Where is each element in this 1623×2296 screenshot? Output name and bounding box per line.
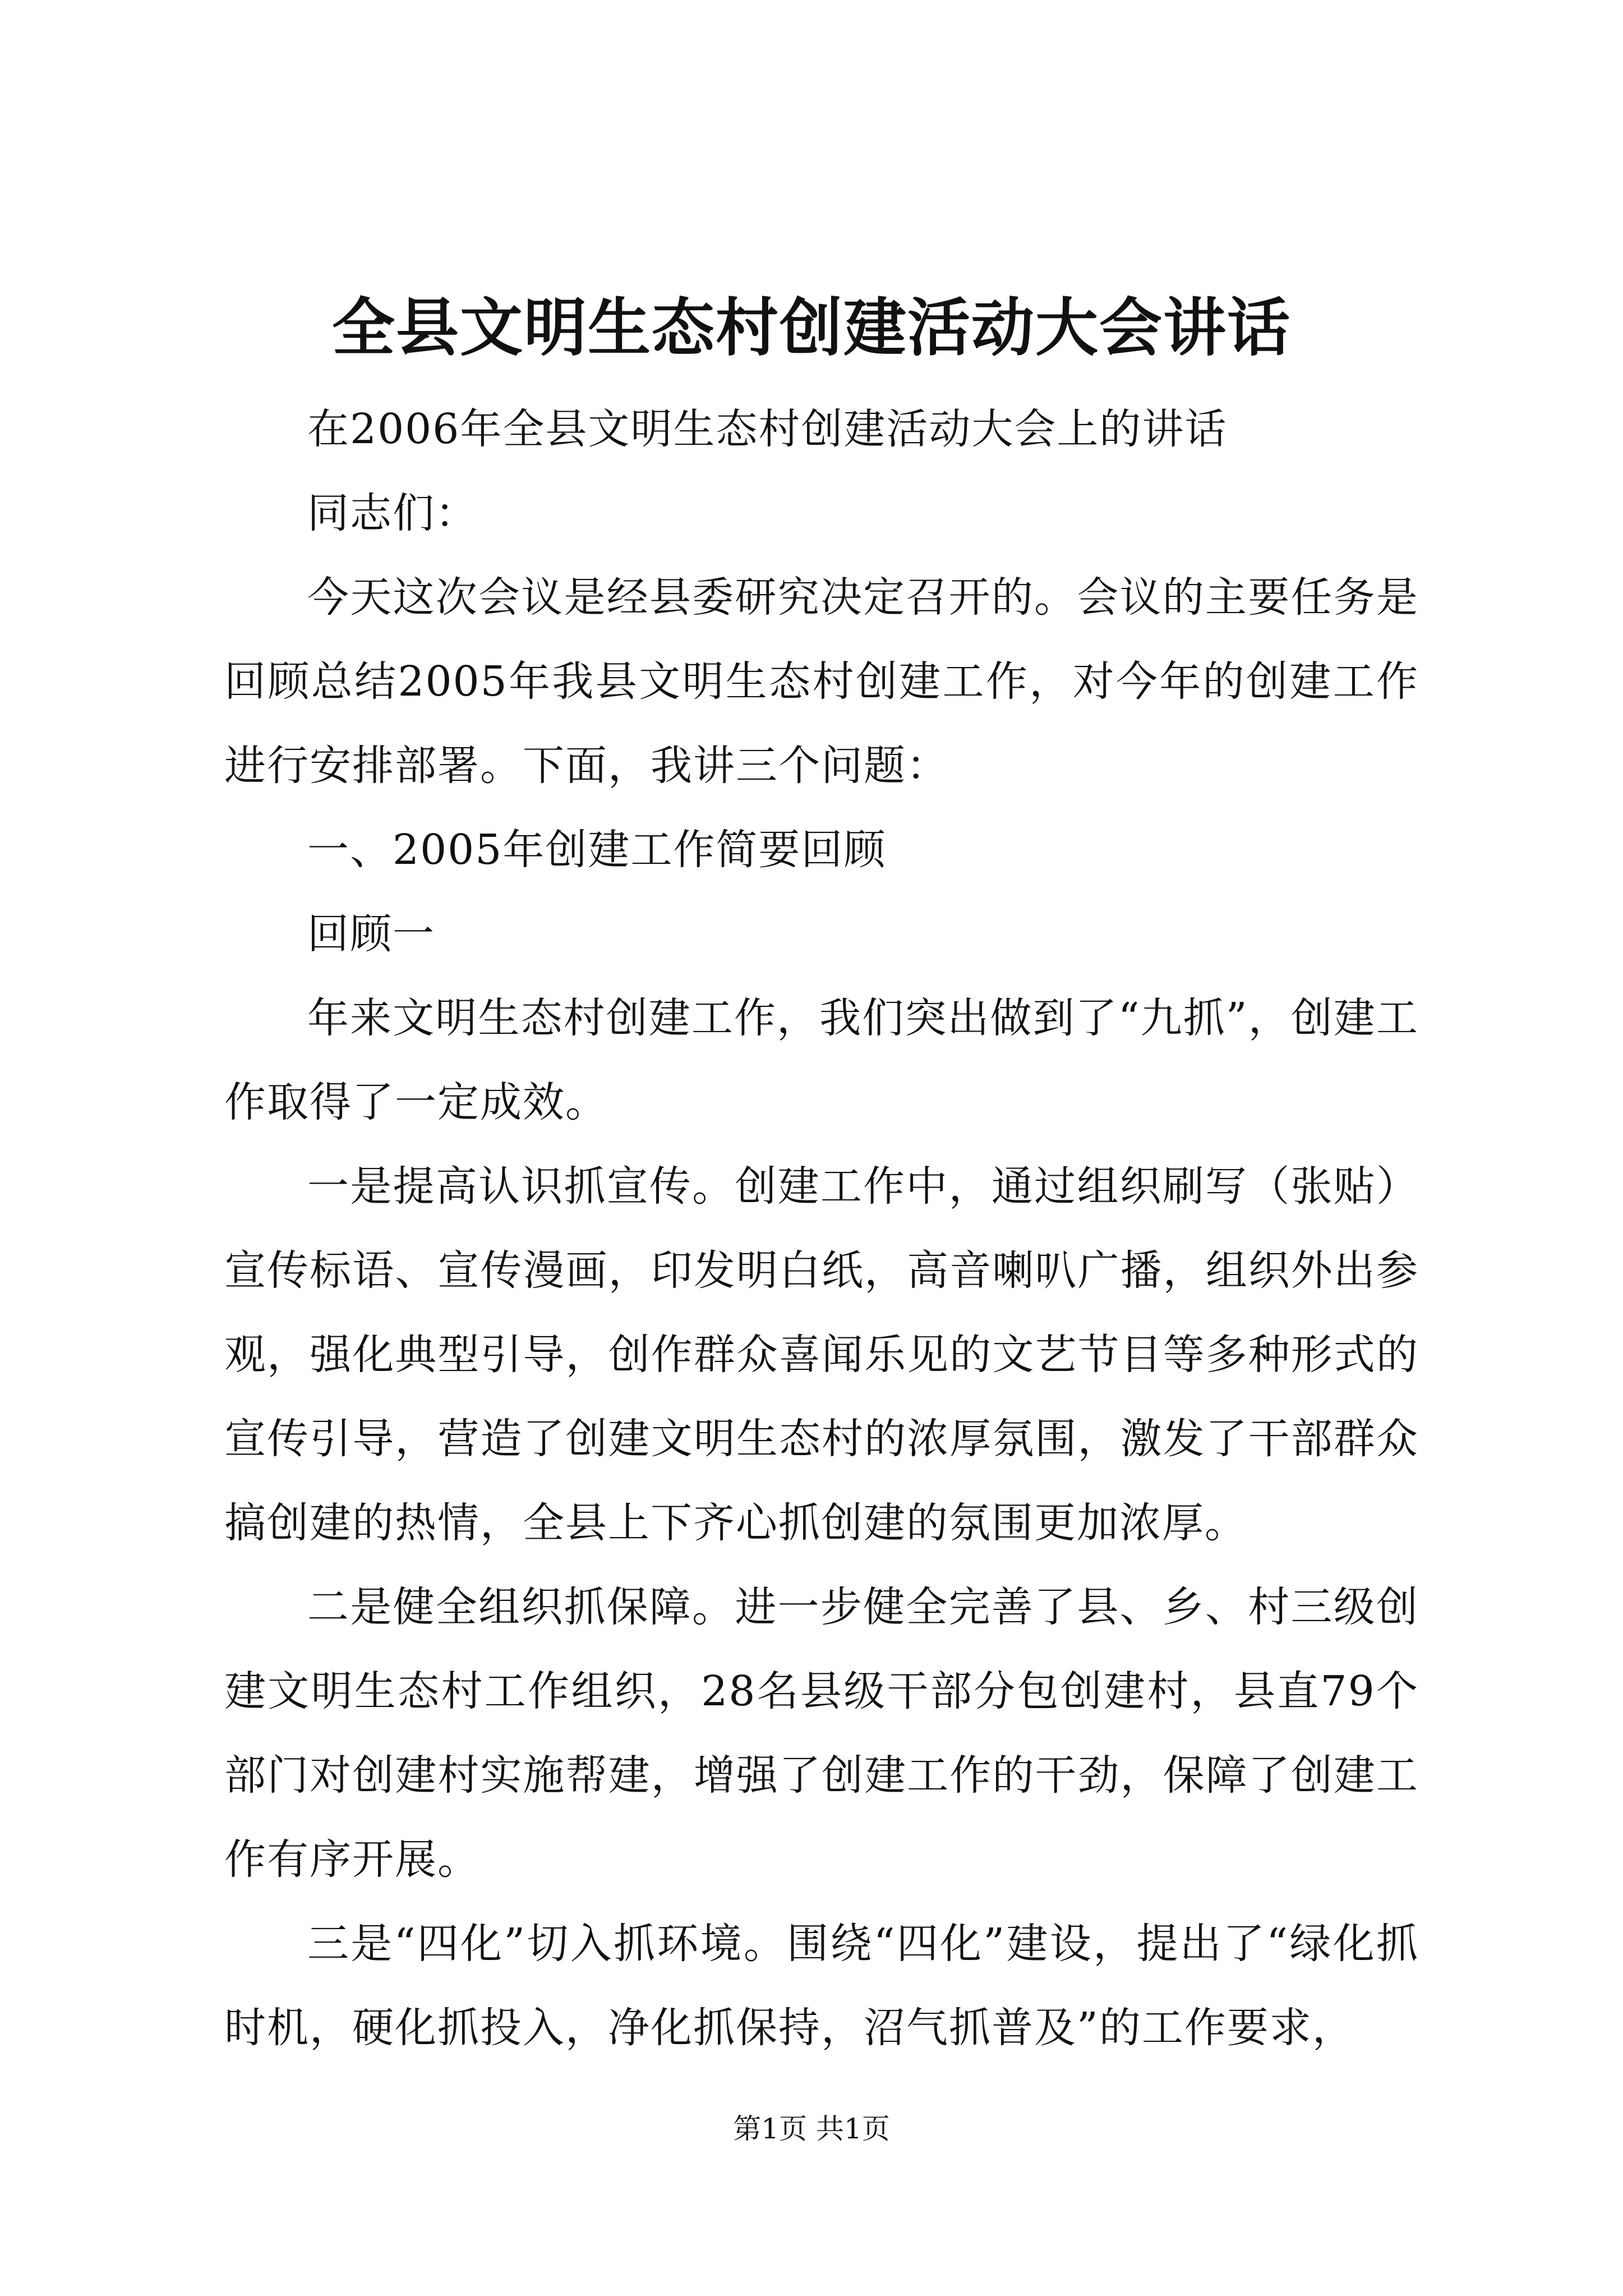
subtitle-paragraph: 在2006年全县文明生态村创建活动大会上的讲话: [307, 405, 1228, 453]
document-body: [224, 387, 1419, 2070]
publicity-paragraph: 一是提高认识抓宣传。创建工作中，通过组织刷写（张贴）宣传标语、宣传漫画，印发明白纸，高音喇叭广播，组织外出参观，强化典型引导，创作群众喜闻乐见的文艺节目等多种形式的宣传引导，营造了创建文明生态村的浓厚氛围，激发了干部群众搞创建的热情，全县上下齐心抓创建的氛围更加浓厚。: [224, 1162, 1419, 1547]
organization-paragraph: 二是健全组织抓保障。进一步健全完善了县、乡、村三级创建文明生态村工作组织，28名县级干部分包创建村，县直79个部门对创建村实施帮建，增强了创建工作的干劲，保障了创建工作有序开展。: [224, 1583, 1419, 1884]
page-footer: 第1页 共1页: [733, 2113, 890, 2145]
environment-paragraph: 三是“四化”切入抓环境。围绕“四化”建设，提出了“绿化抓时机，硬化抓投入，净化抓保持，沼气抓普及”的工作要求，: [224, 1920, 1419, 2052]
document-title: 全县文明生态村创建活动大会讲话: [332, 291, 1291, 365]
review-paragraph: 回顾一: [307, 910, 435, 958]
section-heading: 一、2005年创建工作简要回顾: [307, 826, 887, 874]
salutation-paragraph: 同志们：: [307, 489, 478, 537]
achievement-summary-paragraph: 年来文明生态村创建工作，我们突出做到了“九抓”，创建工作取得了一定成效。: [224, 994, 1419, 1126]
intro-paragraph: 今天这次会议是经县委研究决定召开的。会议的主要任务是回顾总结2005年我县文明生态村创建工作，对今年的创建工作进行安排部署。下面，我讲三个问题：: [224, 573, 1419, 790]
